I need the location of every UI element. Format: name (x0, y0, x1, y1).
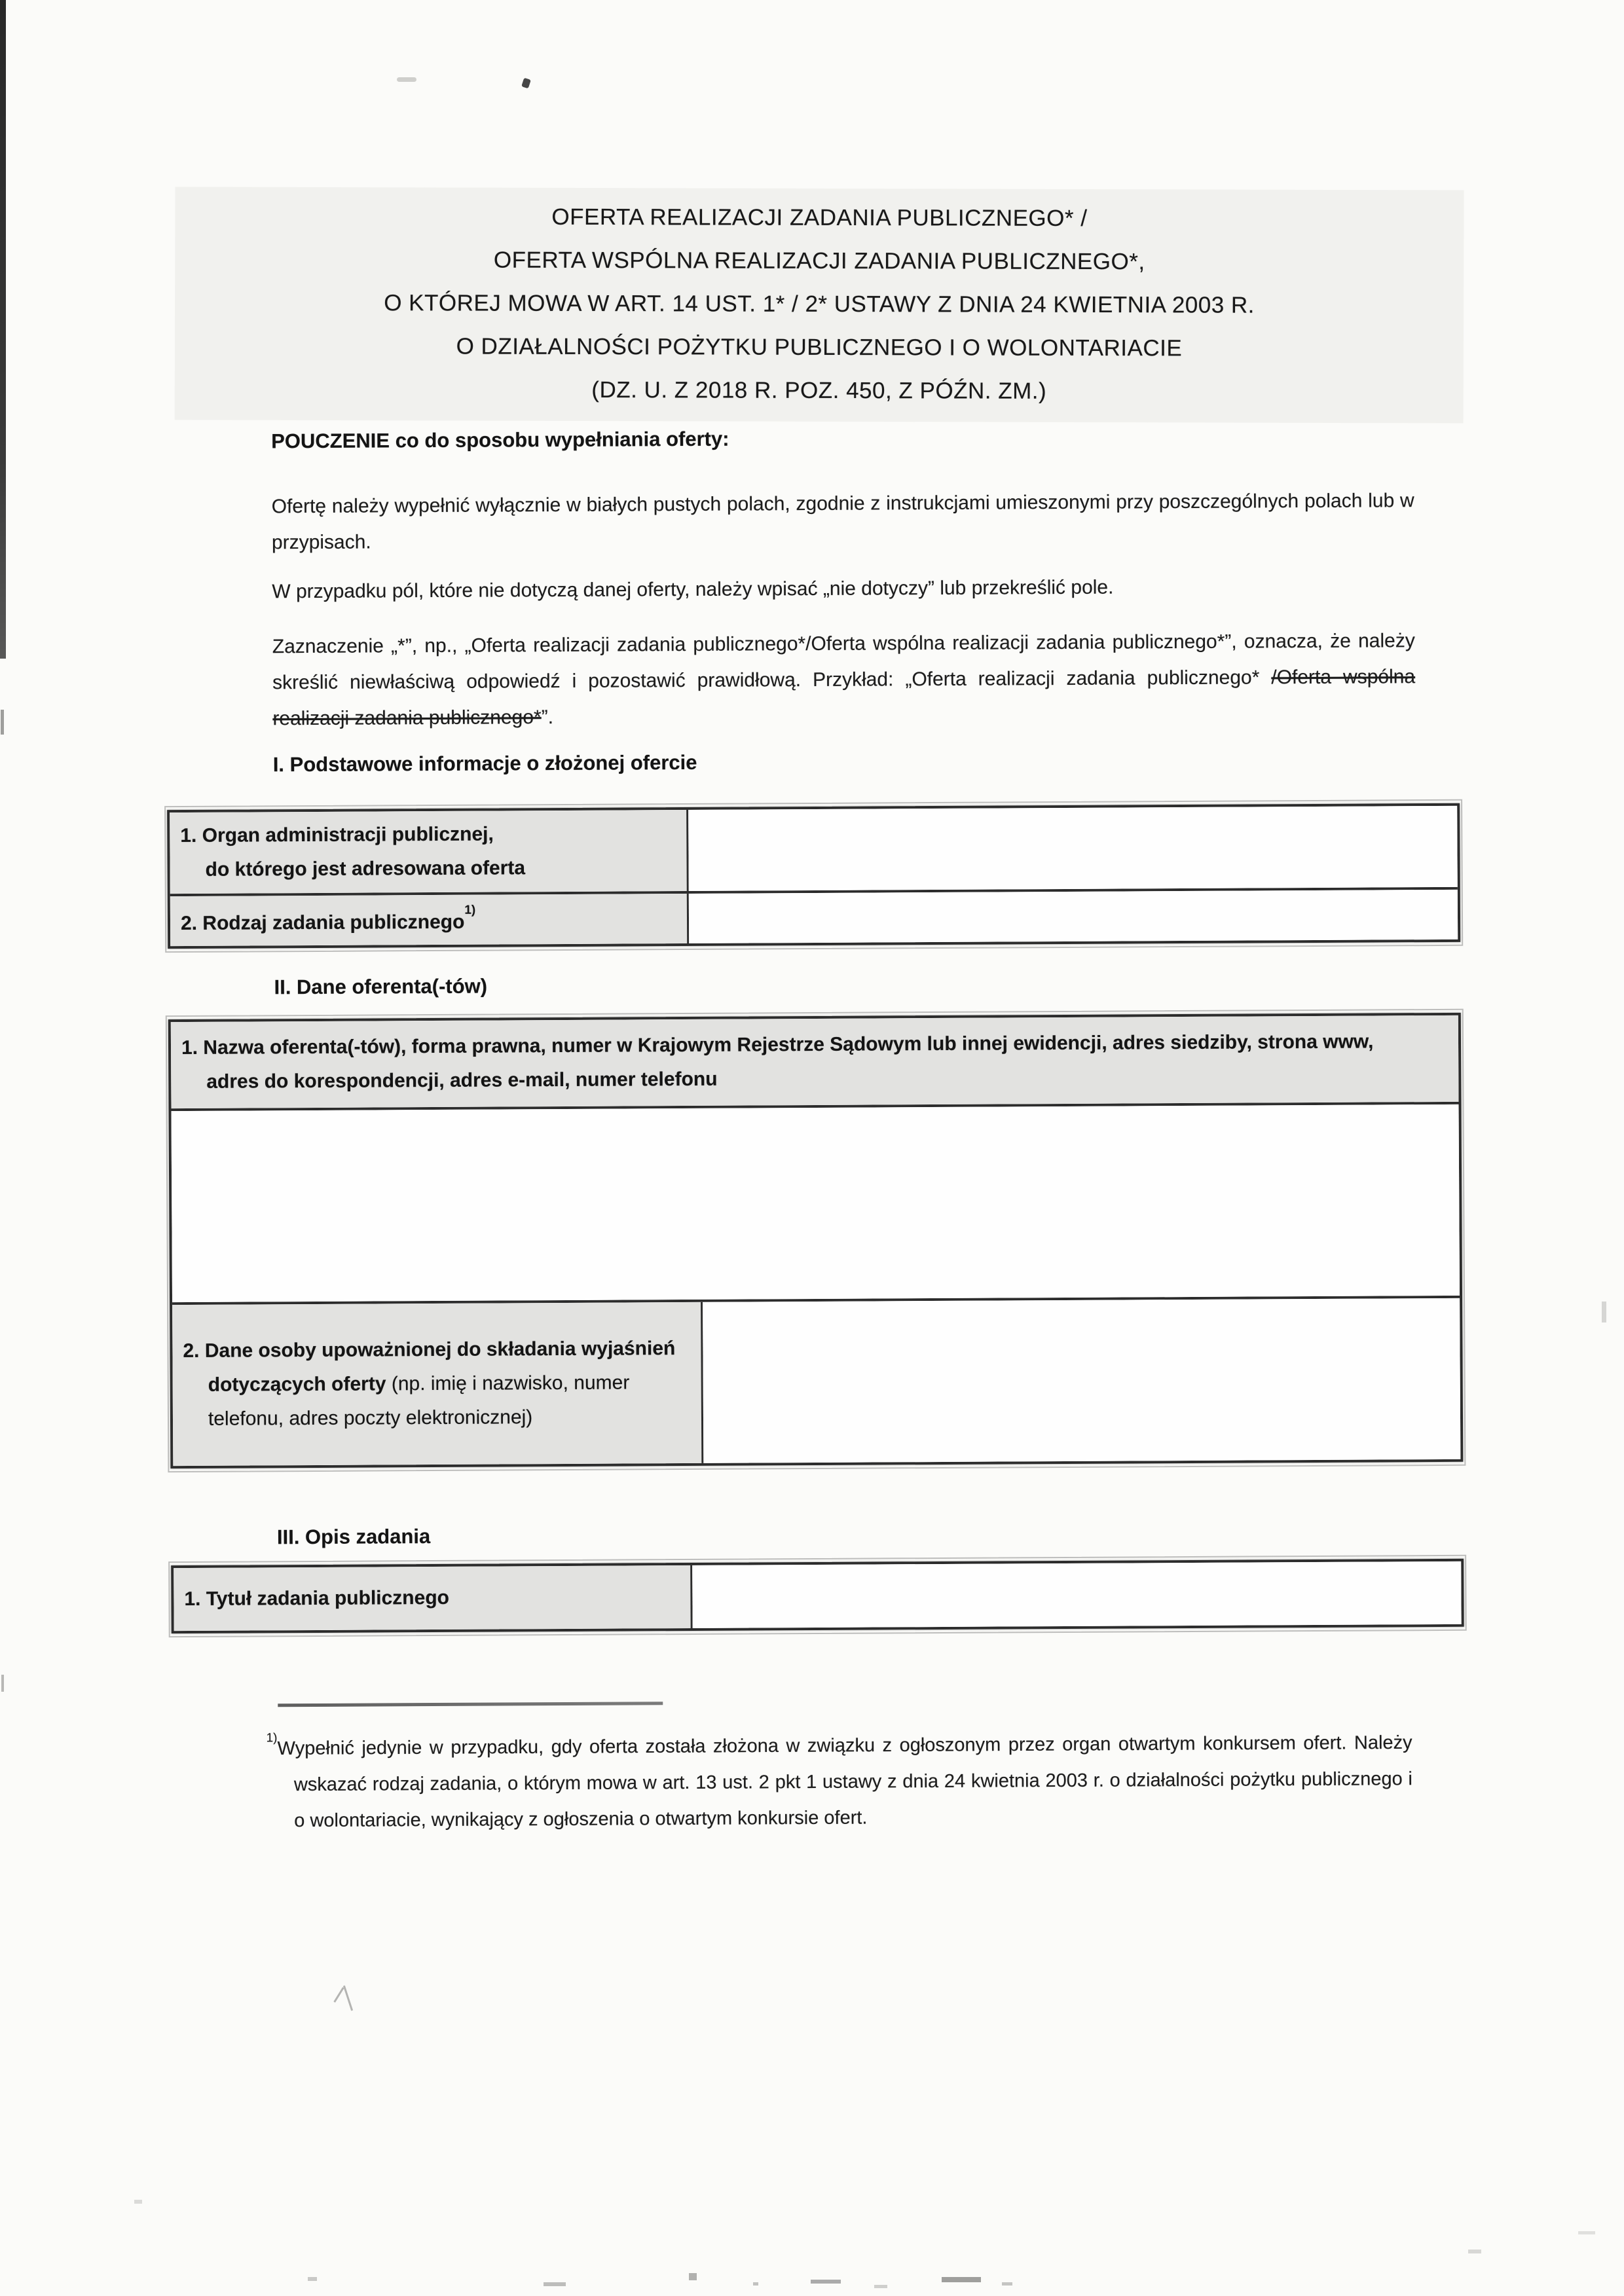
osoba-label-line-2-normal: (np. imię i nazwisko, numer (391, 1372, 630, 1395)
footnote-marker: 1) (266, 1731, 278, 1745)
table-row (172, 1296, 1460, 1466)
footnote-separator (278, 1702, 663, 1707)
section-3-table (171, 1559, 1464, 1633)
oferent-header-line-2: adres do korespondencji, adres e-mail, numer telefonu (206, 1068, 718, 1093)
osoba-label-line-1: 2. Dane osoby upoważnionej do składania wyjaśnień (183, 1338, 676, 1362)
instruction-3-text: Zaznaczenie „*”, np., „Oferta realizacji zadania publicznego*/Oferta wspólna realizacji zadania publicznego*”, oznacza, że należy skreślić niewłaściwą odpowiedź i pozostawić prawidłową. Przykład: „Oferta realizacji zadania publicznego* (272, 630, 1415, 694)
form-title-line-5: (DZ. U. Z 2018 R. POZ. 450, Z PÓŹN. ZM.) (591, 377, 1047, 404)
osoba-upowazniona-input-cell (703, 1298, 1460, 1463)
table-row (170, 806, 1458, 894)
form-title (175, 187, 1464, 423)
struck-example-text: /Oferta wspólna realizacji zadania publicznego* (272, 666, 1416, 730)
form-title-line-2: OFERTA WSPÓLNA REALIZACJI ZADANIA PUBLICZNEGO*, (493, 247, 1145, 275)
form-title-line-4: O DZIAŁALNOŚCI POŻYTKU PUBLICZNEGO I O WOLONTARIACIE (456, 333, 1183, 361)
organ-label-line-1: 1. Organ administracji publicznej, (180, 823, 494, 847)
footnote-1 (266, 1720, 1412, 1839)
section-2-table (168, 1013, 1464, 1468)
organ-label-cell (170, 810, 689, 894)
form-title-line-1: OFERTA REALIZACJI ZADANIA PUBLICZNEGO* / (551, 204, 1088, 232)
footnote-ref-1: 1) (464, 903, 476, 917)
section-1-table (167, 803, 1460, 949)
tytul-zadania-label-cell (174, 1565, 692, 1631)
table-row (171, 1015, 1459, 1108)
tytul-zadania-input-cell (692, 1561, 1461, 1628)
table-row (172, 1102, 1460, 1302)
osoba-upowazniona-label-cell (172, 1302, 703, 1466)
section-2-heading: II. Dane oferenta(-tów) (274, 974, 488, 999)
organ-label-line-2: do którego jest adresowana oferta (205, 857, 526, 881)
tytul-zadania-label: 1. Tytuł zadania publicznego (184, 1586, 450, 1611)
instruction-paragraph-1: Ofertę należy wypełnić wyłącznie w białych pustych polach, zgodnie z instrukcjami umieszonymi przy poszczególnych polach lub w przypisach. (271, 490, 1414, 554)
osoba-label-line-3: telefonu, adres poczty elektronicznej) (208, 1406, 533, 1430)
rodzaj-zadania-label: 2. Rodzaj zadania publicznego (180, 911, 465, 934)
rodzaj-zadania-label-cell (170, 894, 689, 946)
instruction-paragraph-3 (272, 623, 1416, 737)
osoba-label-line-2-bold: dotyczących oferty (208, 1373, 392, 1396)
organ-input-cell (688, 806, 1458, 891)
oferent-header-line-1: 1. Nazwa oferenta(-tów), forma prawna, numer w Krajowym Rejestrze Sądowym lub innej ewidencji, adres siedziby, strona www, (181, 1030, 1374, 1059)
instruction-3-closing: ”. (541, 706, 554, 729)
oferent-dane-header-cell (171, 1015, 1459, 1108)
table-row (174, 1561, 1461, 1631)
form-title-line-3: O KTÓREJ MOWA W ART. 14 UST. 1* / 2* USTAWY Z DNIA 24 KWIETNIA 2003 R. (384, 290, 1255, 318)
instruction-paragraph-2: W przypadku pól, które nie dotyczą danej oferty, należy wpisać „nie dotyczy” lub przekreślić pole. (272, 576, 1114, 603)
table-row (170, 887, 1458, 946)
section-3-heading: III. Opis zadania (276, 1525, 431, 1549)
pouczenie-heading: POUCZENIE co do sposobu wypełniania oferty: (271, 427, 729, 453)
oferent-dane-input-cell (172, 1104, 1460, 1302)
rodzaj-zadania-input-cell (689, 890, 1458, 943)
section-1-heading: I. Podstawowe informacje o złożonej ofercie (272, 750, 697, 776)
footnote-text: Wypełnić jedynie w przypadku, gdy oferta została złożona w związku z ogłoszonym przez organ otwartym konkursem ofert. Należy wskazać rodzaj zadania, o którym mowa w art. 13 ust. 2 pkt 1 ustawy z dnia 24 kwietnia 2003 r. o działalności pożytku publicznego i o wolontariacie, wynikający z ogłoszenia o otwartym konkursie ofert. (277, 1732, 1412, 1831)
